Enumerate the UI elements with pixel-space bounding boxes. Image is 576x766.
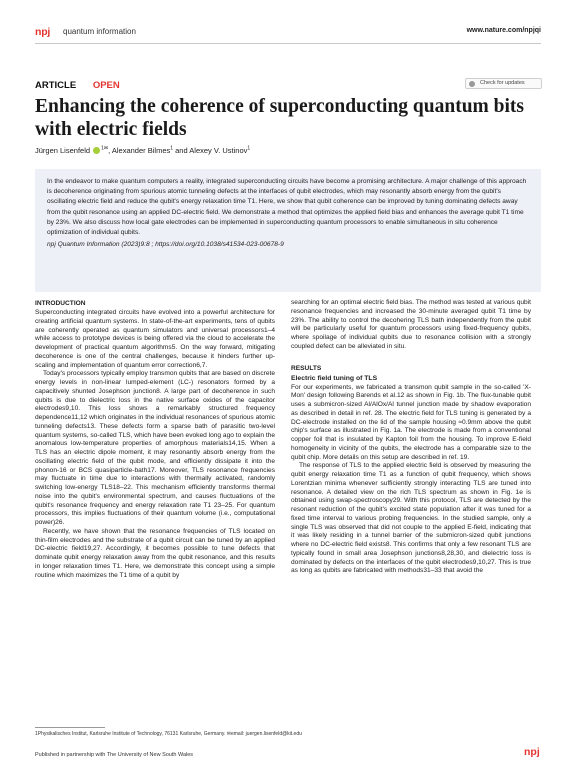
intro-paragraph-3: Recently, we have shown that the resonance frequencies of TLS located on thin-film electrodes and the substrate of a qubit circuit can be tuned by an applied DC-electric field19,27. Accordingly, it becomes possible to tune defects that dominate qubit energy relaxation away from the qubit resonance, and this results in longer relaxation times T1. Here, we demonstrate this concept using a simple routine which maximizes the T1 time of a qubit by: [35, 527, 275, 579]
left-column: [35, 299, 275, 580]
right-column: [291, 299, 531, 576]
author-lisenfeld[interactable]: Jürgen Lisenfeld: [35, 146, 91, 155]
intro-paragraph-1: Superconducting integrated circuits have evolved into a powerful architecture for creating artificial quantum systems. In state-of-the-art experiments, tens of qubits are coherently operated as quantum simulators and universal processors1–4 while access to prototype devices is being offered via the cloud to accelerate the development of practical quantum algorithms5. On the way forward, mitigating decoherence is one of the central challenges, because it hinders further up-scaling and implementation of quantum error correction6,7.: [35, 309, 275, 369]
results-paragraph-2: The response of TLS to the applied electric field is observed by measuring the qubit energy relaxation time T1 as a function of qubit frequency, which shows Lorentzian minima whenever sufficiently strongly interacting TLS are tuned into resonance. A detailed view on the rich TLS spectrum as shown in Fig. 1e is obtained using swap-spectroscopy29. With this protocol, TLS are detected by the resonant reduction of the qubit's excited state population after it was tuned for a fixed time interval to various probing frequencies. In the studied sample, only a single TLS was observed that did not couple to the applied E-field, indicating that it was likely residing in a tunnel barrier of the submicron-sized qubit junctions where no DC-electric field exists8. This confirms that only a few resonant TLS are typically found in small area Josephson junctions8,28,30, and dielectric loss is dominated by defects on the interfaces of the qubit electrodes9,10,27. This is true as long as qubits are fabricated with methods31–33 that avoid the: [291, 462, 531, 575]
intro-paragraph-2: Today's processors typically employ transmon qubits that are based on discrete energy levels in non-linear lumped-element (LC-) resonators formed by a capacitively shunted Josephson junction8. A large part of decoherence in such qubits is due to dielectric loss in the native surface oxides of the capacitor electrodes9,10. This loss shows a remarkably structured frequency dependence11,12 which originates in the individual resonances of spurious atomic tunneling defects13. These defects form a sparse bath of parasitic two-level quantum systems, so-called TLS, which have been evoked long ago to explain the anomalous low-temperature properties of amorphous materials14,15. When a TLS has an electric dipole moment, it may resonantly absorb energy from the oscillating electric field of the qubit mode, and efficiently dissipate it into the phonon-16 or BCS quasiparticle-bath17. Moreover, TLS resonance frequencies may fluctuate in time due to interactions with thermally activated, randomly switching low-energy TLS18–22. This mechanism efficiently transforms thermal noise into the qubit's environmental spectrum, and causes fluctuations of the qubit's resonance frequency and energy relaxation rate T1 23–25. For quantum processors, this implies fluctuations of their quantum volume (i.e., computational power)26.: [35, 370, 275, 526]
subsection-heading: Electric field tuning of TLS: [291, 374, 378, 382]
section-heading-results: RESULTS: [291, 364, 322, 372]
section-heading-introduction: INTRODUCTION: [35, 300, 86, 307]
results-paragraph-1: For our experiments, we fabricated a transmon qubit sample in the so-called 'X-Mon' design following Barends et al.12 as shown in Fig. 1b. The flux-tunable qubit uses a submicron-sized Al/AlOx/Al tunnel junction made by shadow evaporation as described in detail in ref. 28. The electric field for TLS tuning is generated by a DC-electrode installed on the lid of the sample housing ≈0.9mm above the qubit chip's surface as illustrated in Fig. 1a. The electrode is made from a conventional copper foil that is insulated by Kapton foil from the housing. To improve E-field homogeneity in vicinity of the qubits, the electrode has a comparable size to the qubit chip. More details on this setup are described in ref. 19.: [291, 383, 531, 461]
publisher-note: Published in partnership with The University of New South Wales: [35, 752, 194, 758]
affiliation-footnote: 1Physikalisches Institut, Karlsruhe Institute of Technology, 76131 Karlsruhe, Germany. ✉email: juergen.lisenfeld@kit.edu: [35, 731, 302, 737]
article-type-line: [35, 80, 120, 91]
author-bilmes[interactable]: , Alexander Bilmes: [108, 146, 171, 155]
header-divider: [35, 43, 541, 44]
journal-header: [35, 26, 541, 40]
abstract-text: In the endeavor to make quantum computers a reality, integrated superconducting circuits have become a promising architecture. A major challenge of this approach is decoherence originating from spurious atomic tunneling defects at the interfaces of qubit electrodes, which may resonantly absorb energy from the qubit's oscillating electric field and reduce the qubit's energy relaxation time T1. Here, we show that qubit coherence can be improved by tuning dominating defects away from the qubit resonance using an applied DC-electric field. We demonstrate a method that optimizes the applied field bias and enhances the average qubit T1 time by 23%. We also discuss how local gate electrodes can be implemented in superconducting quantum processors to enable simultaneous in situ coherence optimization of individual qubits.: [47, 178, 527, 237]
affiliation-mark: 1: [101, 145, 104, 152]
article-type: ARTICLE: [35, 80, 77, 91]
author-ustinov[interactable]: and Alexey V. Ustinov: [173, 146, 248, 155]
author-list: [35, 146, 250, 155]
orcid-icon[interactable]: [93, 147, 100, 154]
update-icon: [469, 81, 475, 87]
abstract-box: [35, 169, 541, 292]
npj-footer-logo: npj: [524, 746, 540, 758]
affiliation-mark: 1: [170, 145, 174, 152]
check-for-updates-label: Check for updates: [480, 80, 525, 86]
email-mark[interactable]: ✉: [103, 145, 109, 152]
footnote-divider: [35, 727, 105, 728]
affiliation-mark: 1: [247, 145, 251, 152]
npj-logo: npj: [35, 26, 51, 38]
intro-paragraph-4: searching for an optimal electric field bias. The method was tested at various qubit resonance frequencies and increased the 30-minute averaged qubit T1 time by 23%. The ability to control the decohering TLS bath independently from the qubit will be particularly useful for quantum processors using fixed-frequency qubits, where spoilage of individual qubits due to resonance collision with a strongly coupled defect can be alleviated in situ.: [291, 299, 531, 350]
journal-url[interactable]: www.nature.com/npjqi: [466, 27, 541, 34]
check-for-updates-button[interactable]: [465, 78, 542, 89]
open-access-label: OPEN: [92, 80, 120, 91]
article-title: Enhancing the coherence of superconducting quantum bits with electric fields: [35, 96, 525, 140]
citation-line[interactable]: npj Quantum Information (2023)9:8 ; https://doi.org/10.1038/s41534-023-00678-9: [47, 241, 284, 249]
journal-name: quantum information: [63, 27, 136, 36]
